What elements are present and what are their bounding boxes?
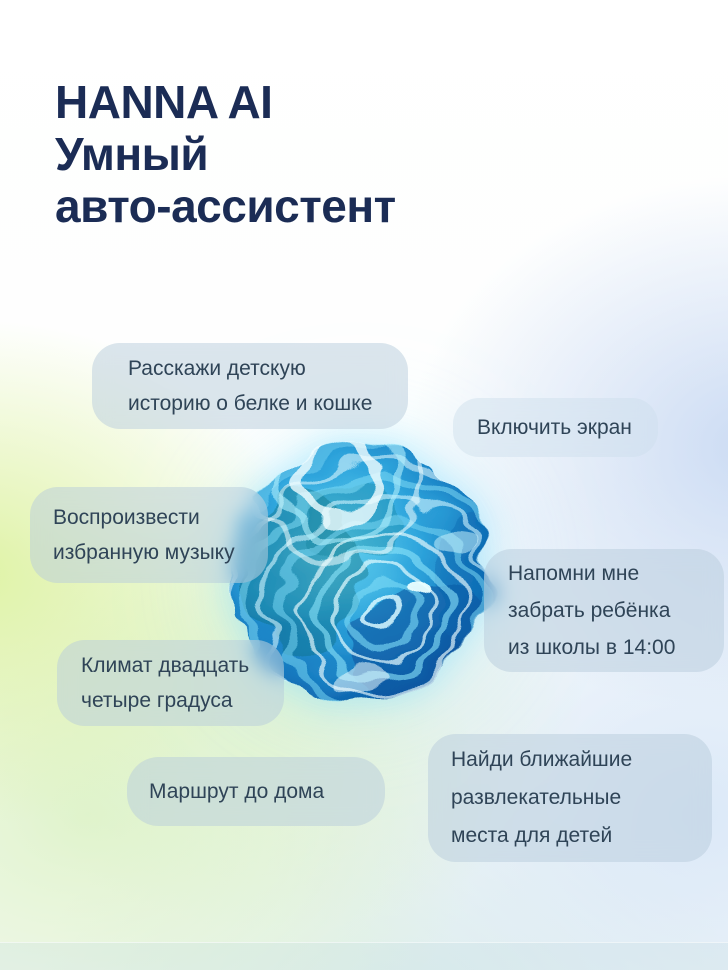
voice-command-bubble-reminder — [484, 549, 724, 672]
bubble-line: четыре градуса — [81, 689, 233, 712]
page-title — [55, 76, 396, 232]
bubble-line: избранную музыку — [53, 541, 235, 564]
bubble-line: места для детей — [451, 824, 613, 847]
voice-command-bubble-music — [30, 487, 268, 583]
bubble-line: Маршрут до дома — [149, 780, 325, 803]
voice-command-bubble-route — [127, 757, 385, 826]
voice-command-bubble-places — [428, 734, 712, 862]
product-name: HANNA AI — [55, 76, 273, 128]
voice-command-bubble-climate — [57, 640, 284, 726]
bubble-line: развлекательные — [451, 786, 622, 809]
bubble-line: Напомни мне — [508, 562, 640, 585]
subtitle-line-2: авто-ассистент — [55, 180, 396, 232]
voice-command-bubble-screen — [453, 398, 658, 457]
bubble-line: Климат двадцать — [81, 654, 250, 677]
bubble-line: из школы в 14:00 — [508, 636, 676, 659]
bubble-line: Воспроизвести — [53, 506, 200, 529]
bottom-gradient-band — [0, 942, 728, 970]
bubble-line: забрать ребёнка — [508, 599, 671, 622]
bubble-line: Расскажи детскую — [128, 357, 306, 380]
subtitle-line-1: Умный — [55, 128, 209, 180]
bubble-line: Найди ближайшие — [451, 748, 633, 771]
voice-command-bubble-story — [92, 343, 408, 429]
bubble-line: историю о белке и кошке — [128, 392, 373, 415]
bubble-line: Включить экран — [477, 416, 632, 439]
